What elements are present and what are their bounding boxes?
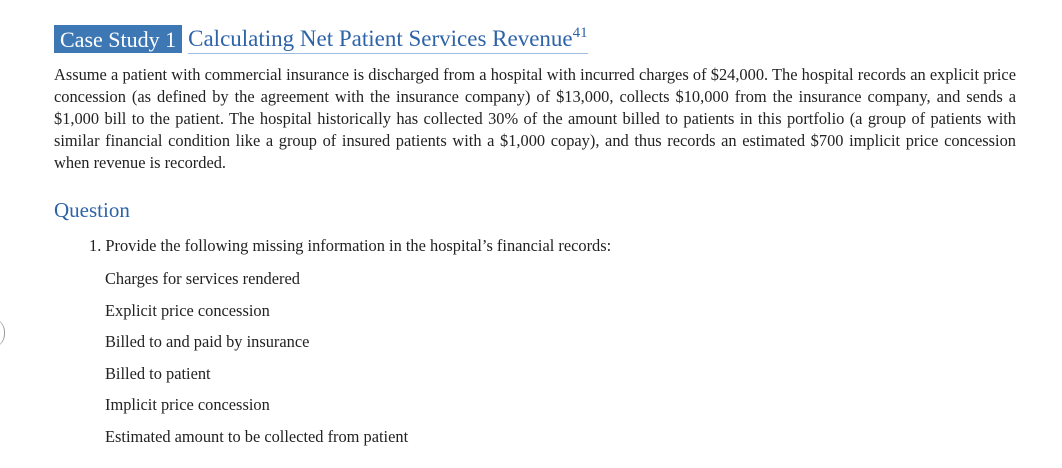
case-study-header	[54, 24, 588, 54]
list-item: Charges for services rendered	[105, 269, 300, 288]
case-study-label: Case Study 1	[54, 25, 182, 54]
list-item: Estimated amount to be collected from patient	[105, 426, 409, 446]
footnote-marker[interactable]: 41	[572, 25, 588, 41]
question-item-1	[89, 236, 611, 256]
case-study-title	[188, 25, 588, 54]
intro-paragraph: Assume a patient with commercial insurance is discharged from a hospital with incurred charges of $24,000. The hospital records an explicit price concession (as defined by the agreement with the insurance company) of $13,000, collects $10,000 from the insurance company, and sends a $1,000 bill to the patient. The hospital historically has collected 30% of the amount billed to patients in this portfolio (a group of patients with similar financial condition like a group of insured patients with a $1,000 copay), and thus records an estimated $700 implicit price concession when revenue is recorded.	[54, 65, 1016, 172]
question-text: Provide the following missing information in the hospital’s financial records:	[105, 236, 612, 255]
missing-information-list	[105, 268, 408, 457]
question-heading: Question	[54, 198, 130, 222]
case-study-title-text: Calculating Net Patient Services Revenue	[188, 26, 573, 51]
list-item: Implicit price concession	[105, 395, 270, 414]
question-number: 1.	[89, 236, 102, 255]
list-item: Billed to patient	[105, 363, 211, 383]
list-item: Explicit price concession	[105, 300, 270, 320]
list-item: Billed to and paid by insurance	[105, 332, 310, 351]
page-edge-curve	[0, 318, 5, 348]
